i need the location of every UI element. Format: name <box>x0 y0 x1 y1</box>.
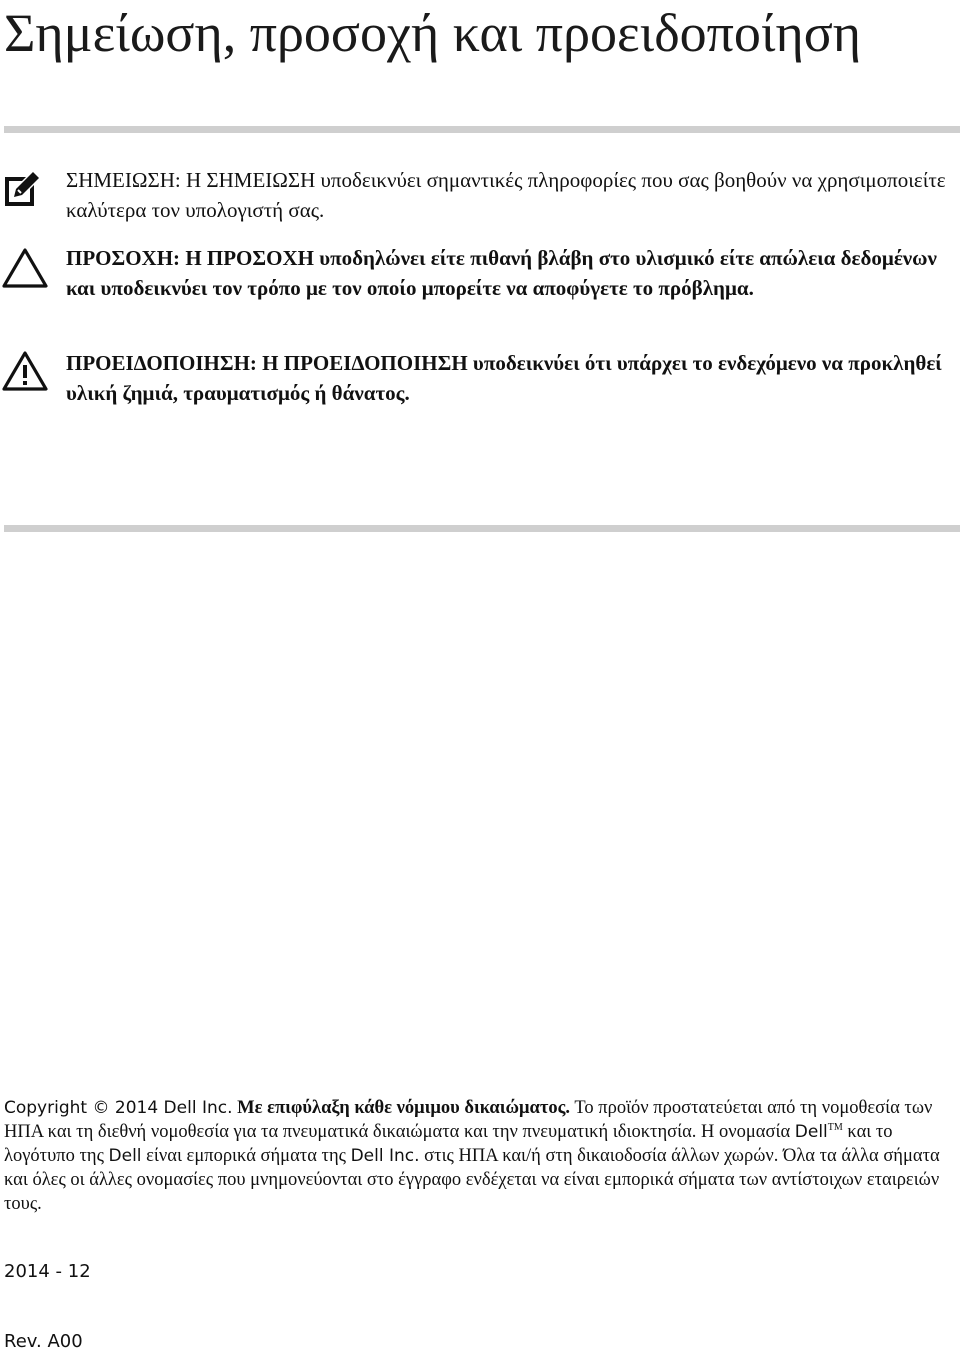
caution-text <box>66 243 958 303</box>
brand-name-2: Dell <box>108 1146 142 1166</box>
warning-triangle-icon <box>2 350 48 397</box>
note-label: ΣΗΜΕΙΩΣΗ: <box>66 168 181 192</box>
caution-triangle-icon <box>2 247 48 294</box>
note-body: Η ΣΗΜΕΙΩΣΗ υποδεικνύει σημαντικές πληροφορίες που σας βοηθούν να χρησιμοποιείτε καλύτερα τον υπολογιστή σας. <box>66 168 946 222</box>
trademark-symbol: TM <box>827 1121 843 1133</box>
brand-name: Dell <box>794 1122 828 1142</box>
caution-label: ΠΡΟΣΟΧΗ: <box>66 246 181 270</box>
company-name: Dell Inc. <box>350 1146 420 1166</box>
legal-text-1: Το προϊόν προστατεύεται από τη νομοθεσία των ΗΠΑ και τη διεθνή νομοθεσία για τα πνευματικά δικαιώματα και την πνευματική ιδιοκτησία. Η ονομασία <box>4 1098 933 1142</box>
publication-date: 2014 - 12 <box>4 1261 91 1282</box>
note-text <box>66 165 958 225</box>
page-title: Σημείωση, προσοχή και προειδοποίηση <box>4 3 862 63</box>
warning-text <box>66 348 958 408</box>
legal-text-2: και το λογότυπο της <box>4 1122 893 1166</box>
pencil-note-icon <box>2 169 42 214</box>
warning-label: ΠΡΟΕΙΔΟΠΟΙΗΣΗ: <box>66 351 257 375</box>
warning-body: Η ΠΡΟΕΙΔΟΠΟΙΗΣΗ υποδεικνύει ότι υπάρχει το ενδεχόμενο να προκληθεί υλική ζημιά, τραυματισμός ή θάνατος. <box>66 351 942 405</box>
rights-reserved: Με επιφύλαξη κάθε νόμιμου δικαιώματος. <box>237 1098 571 1118</box>
legal-text-4: στις ΗΠΑ και/ή στη δικαιοδοσία άλλων χωρών. Όλα τα άλλα σήματα και όλες οι άλλες ονομασίες που μνημονεύονται στο έγγραφο ενδέχεται να είναι εμπορικά σήματα των αντίστοιχων εταιρειών τους. <box>4 1146 940 1214</box>
caution-body: Η ΠΡΟΣΟΧΗ υποδηλώνει είτε πιθανή βλάβη στο υλισμικό είτε απώλεια δεδομένων και υποδεικνύει τον τρόπο με τον οποίο μπορείτε να αποφύγετε το πρόβλημα. <box>66 246 937 300</box>
copyright-notice <box>4 1096 960 1216</box>
title-divider <box>4 126 960 133</box>
revision-label: Rev. A00 <box>4 1331 83 1352</box>
copyright-line: Copyright © 2014 Dell Inc. <box>4 1098 233 1118</box>
legal-text-3: είναι εμπορικά σήματα της <box>146 1146 346 1166</box>
section-divider <box>4 525 960 532</box>
